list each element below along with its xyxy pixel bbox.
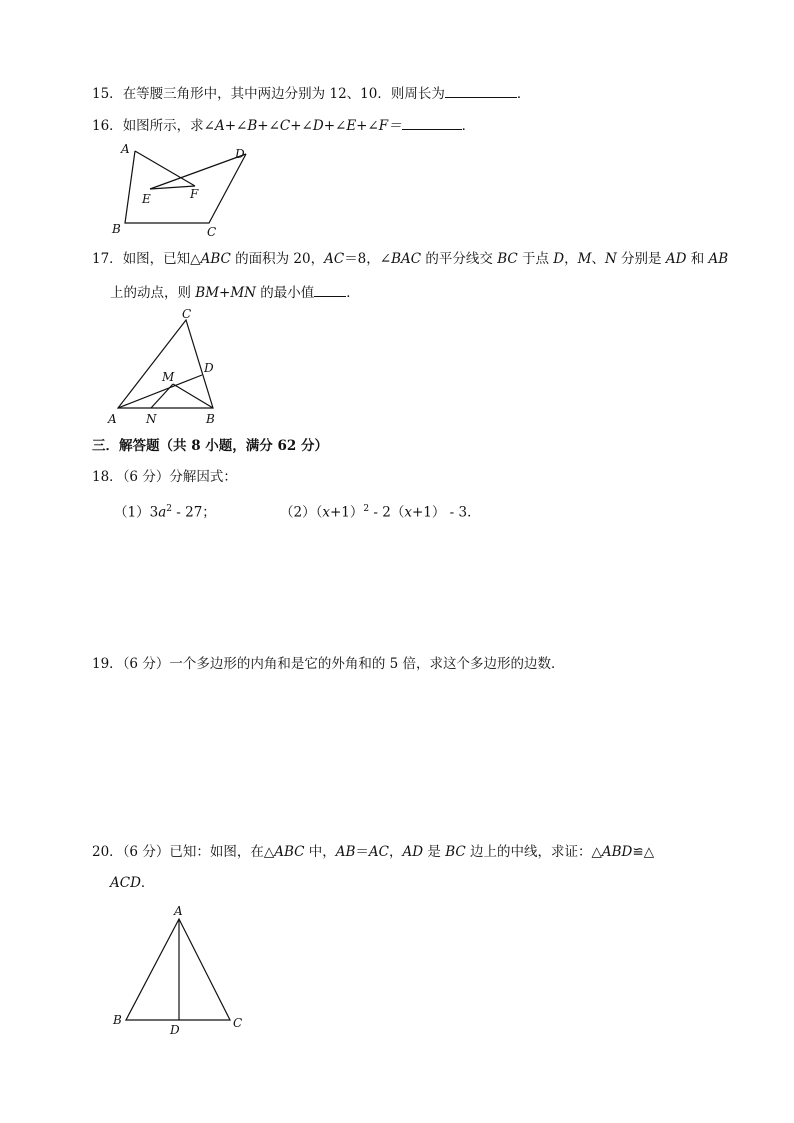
- question-17-line-1: 17．如图，已知△ABC 的面积为 20，AC＝8，∠BAC 的平分线交 BC 于点 D，M、N 分别是 AD 和 AB: [92, 251, 729, 267]
- figure16-label-D: D: [235, 147, 245, 161]
- question-18-part-2: $(2)(x+1)^2 - 2(x+1) - 3$．: [280, 504, 481, 521]
- question-18-part-1: $(1)3a^2 - 27$；: [114, 504, 216, 521]
- answer-blank: [314, 282, 346, 297]
- figure16-label-C: C: [207, 225, 217, 239]
- figure17-label-A: A: [108, 412, 117, 426]
- figure20-label-C: C: [233, 1016, 243, 1030]
- section-title: 三．解答题（共 8 小题，满分 62 分）: [92, 438, 328, 454]
- question-text: （6 分）一个多边形的内角和是它的外角和的 5 倍，求这个多边形的边数．: [122, 656, 565, 672]
- figure17-line-AD: [118, 375, 202, 408]
- question-18: 18．（6 分）分解因式：: [92, 469, 237, 485]
- figure16-label-A: A: [121, 142, 130, 156]
- figure17-label-D: D: [204, 361, 214, 375]
- question-19: [92, 655, 565, 673]
- figure17-label-M: M: [162, 370, 175, 384]
- question-16: 16．如图所示，求∠A+∠B+∠C+∠D+∠E+∠F＝ ．: [92, 115, 475, 135]
- figure17-line-MB: [173, 384, 213, 408]
- question-20-line-2: ACD．: [110, 875, 155, 891]
- question-number: 16．: [92, 118, 123, 134]
- figure16-label-F: F: [190, 187, 199, 201]
- figure20-label-A: A: [174, 904, 183, 918]
- figure17-label-C: C: [182, 307, 192, 321]
- figure17-label-B: B: [206, 412, 215, 426]
- figure20-label-D: D: [170, 1023, 180, 1037]
- angle-sum-expression: A+∠B+∠C+∠D+∠E+∠F＝: [215, 118, 402, 134]
- figure16-line-EF: [150, 186, 195, 189]
- figure16-line-AF: [135, 151, 195, 186]
- figure20-triangle-ABC: [126, 919, 230, 1020]
- figure20-label-B: B: [113, 1013, 122, 1027]
- figure17-line-MN: [151, 384, 173, 408]
- figure17-label-N: N: [146, 412, 157, 426]
- figure16-label-E: E: [142, 192, 151, 206]
- figure16-line-DE: [150, 154, 246, 189]
- figure16-outline: [125, 151, 246, 223]
- question-text: 在等腰三角形中，其中两边分别为 12、10．则周长为: [122, 86, 445, 102]
- question-number: 19．: [92, 656, 123, 672]
- question-20-line-1: 20．（6 分）已知：如图，在△ABC 中，AB＝AC，AD 是 BC 边上的中线，求证：△ABD≌△: [92, 844, 655, 860]
- question-number: 17．: [92, 251, 123, 267]
- answer-blank: [445, 83, 517, 98]
- question-number: 20．: [92, 844, 123, 860]
- question-number: 15．: [92, 86, 123, 102]
- question-17-line-2: 上的动点，则 BM+MN 的最小值 ．: [110, 282, 360, 302]
- figure17-triangle-ABC: [118, 320, 213, 408]
- answer-blank: [402, 115, 462, 130]
- question-15: 15．在等腰三角形中，其中两边分别为 12、10．则周长为 ．: [92, 83, 530, 103]
- question-number: 18．: [92, 469, 123, 485]
- figure16-label-B: B: [112, 222, 121, 236]
